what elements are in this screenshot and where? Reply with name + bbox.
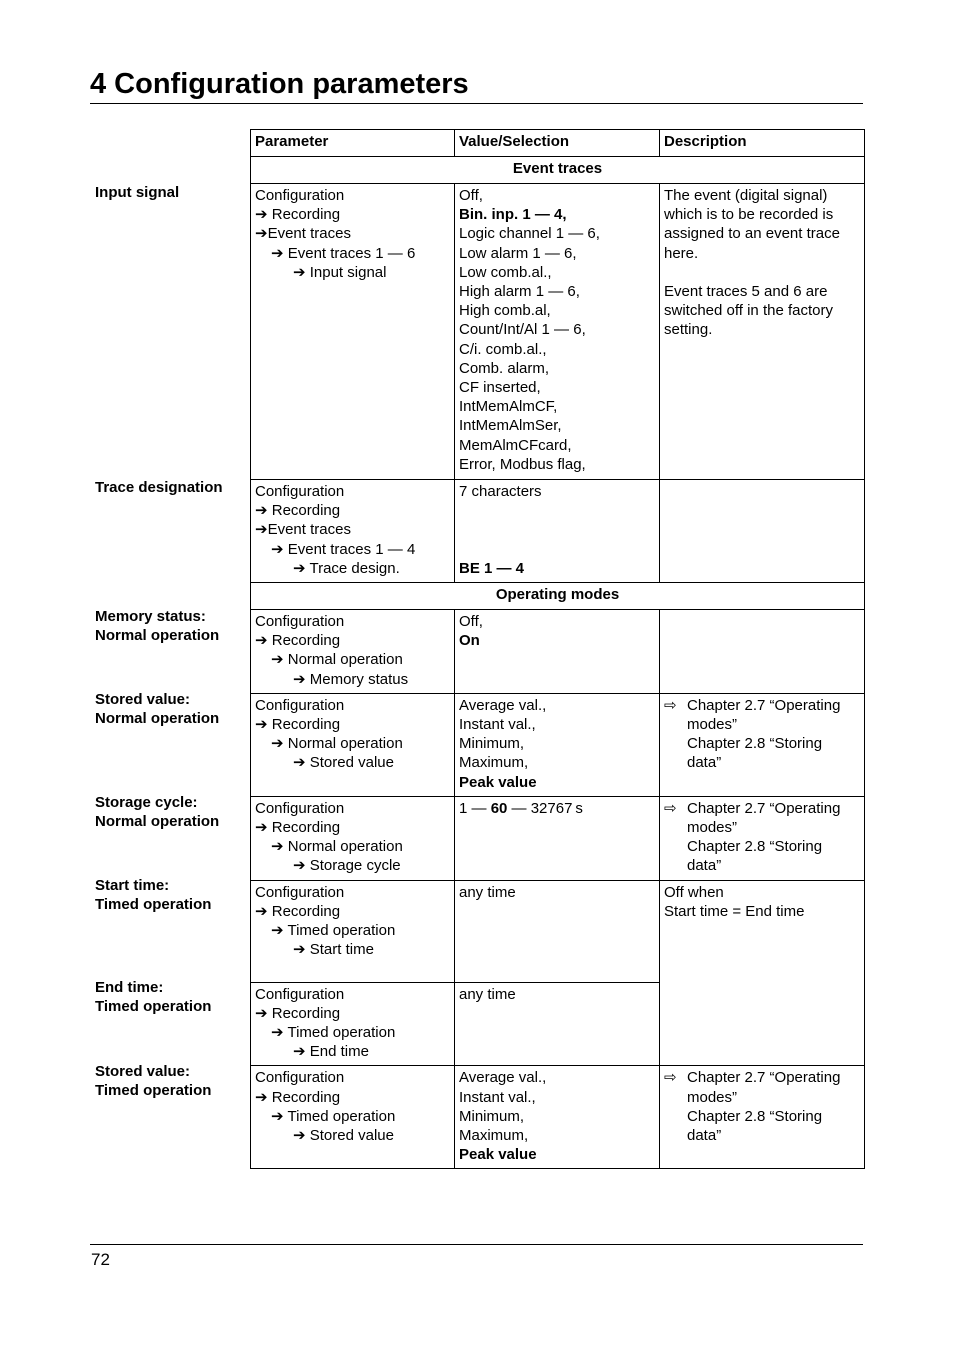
row-label-stored-value-normal: Stored value: Normal operation [95, 691, 220, 728]
param-line: ➔ Event traces 1 — 6 [271, 244, 416, 262]
page-number: 72 [91, 1250, 110, 1269]
param-line: ➔ Recording [255, 632, 341, 650]
desc-line: Chapter 2.8 “Storing [687, 1107, 823, 1125]
row-label-memory-status: Memory status: Normal operation [95, 608, 220, 645]
hollow-arrow-icon: ⇨ [664, 1069, 677, 1087]
spacer [664, 263, 860, 282]
desc-line: Start time = End time [664, 902, 805, 920]
param-line: ➔ Storage cycle [293, 857, 401, 875]
param-line: ➔ Normal operation [271, 651, 403, 669]
desc-line: data” [687, 1127, 722, 1145]
range-max: — 32767 s [507, 799, 583, 817]
table-row-memory-status [251, 610, 865, 694]
desc-line: assigned to an event trace [664, 225, 840, 243]
param-line: Configuration [255, 483, 345, 500]
page-title: 4 Configuration parameters [90, 68, 469, 100]
param-line: ➔ Input signal [293, 263, 387, 281]
value-list [455, 693, 660, 796]
param-line: ➔ Timed operation [271, 1024, 396, 1042]
param-line: ➔ Recording [255, 206, 341, 224]
value-range [459, 799, 655, 818]
description [660, 693, 865, 796]
desc-line: data” [687, 754, 722, 772]
config-table [250, 129, 865, 1169]
value-option: High comb.al, [459, 302, 551, 320]
desc-line: switched off in the factory [664, 302, 833, 320]
desc-line: here. [664, 244, 699, 262]
value-option: Instant val., [459, 1088, 536, 1106]
table-row-start-time [251, 880, 865, 982]
value-list [455, 610, 660, 694]
param-line: ➔ Recording [255, 1088, 341, 1106]
value-option: any time [459, 985, 516, 1003]
value-option: MemAlmCFcard, [459, 436, 572, 454]
cross-reference [664, 696, 860, 773]
param-line: Configuration [255, 883, 345, 901]
param-line: Configuration [255, 187, 345, 204]
value-option: Logic channel 1 — 6, [459, 225, 600, 243]
param-line: ➔ Timed operation [271, 1107, 396, 1125]
description [660, 1066, 865, 1169]
param-line: ➔ End time [293, 1043, 369, 1061]
desc-line: Chapter 2.7 “Operating [687, 696, 841, 714]
header-description: Description [660, 130, 865, 157]
description [660, 880, 865, 1066]
table-row-storage-cycle [251, 796, 865, 880]
desc-line: data” [687, 857, 722, 875]
param-line: ➔ Normal operation [271, 735, 403, 753]
param-path [251, 693, 455, 796]
param-line: ➔ Recording [255, 1004, 341, 1022]
row-label-stored-value-timed: Stored value: Timed operation [95, 1063, 212, 1100]
value-list [455, 1066, 660, 1169]
description [660, 480, 865, 583]
param-path [251, 880, 455, 982]
range-default: 60 [490, 799, 508, 817]
param-line: ➔ Recording [255, 716, 341, 734]
param-path [251, 1066, 455, 1169]
param-line: Configuration [255, 613, 345, 631]
row-label-end-time: End time: Timed operation [95, 979, 212, 1016]
param-line: ➔ Recording [255, 902, 341, 920]
param-line: ➔ Recording [255, 502, 341, 520]
param-line: ➔ Stored value [293, 1127, 394, 1145]
param-line: ➔ Start time [293, 941, 374, 959]
param-line: Configuration [255, 985, 345, 1003]
param-path [251, 184, 455, 480]
value-option: Off, [459, 187, 483, 204]
row-label-start-time: Start time: Timed operation [95, 877, 212, 914]
value-option: High alarm 1 — 6, [459, 283, 580, 301]
value-list [455, 982, 660, 1066]
spacer [459, 520, 655, 539]
value-option: 7 characters [459, 483, 542, 500]
value-list [455, 184, 660, 480]
row-label-input-signal: Input signal [95, 184, 180, 201]
section-operating-modes: Operating modes [251, 583, 865, 610]
value-list [455, 480, 660, 583]
desc-line: Chapter 2.7 “Operating [687, 1069, 841, 1087]
value-option-default: Peak value [459, 1146, 537, 1164]
param-path [251, 610, 455, 694]
param-line: Configuration [255, 1069, 345, 1087]
value-option: C/i. comb.al., [459, 340, 547, 358]
cross-reference [664, 799, 860, 876]
hollow-arrow-icon: ⇨ [664, 696, 677, 714]
value-option: any time [459, 883, 516, 901]
param-line: Configuration [255, 696, 345, 714]
cross-reference [664, 1068, 860, 1145]
param-line: ➔ Timed operation [271, 922, 396, 940]
value-option: IntMemAlmCF, [459, 398, 558, 416]
param-line: ➔Event traces [255, 521, 351, 539]
header-value-selection: Value/Selection [455, 130, 660, 157]
value-option: Error, Modbus flag, [459, 455, 586, 473]
value-option: Maximum, [459, 754, 529, 772]
description [660, 610, 865, 694]
param-line: ➔ Event traces 1 — 4 [271, 540, 416, 558]
description [660, 796, 865, 880]
footer-rule [90, 1244, 863, 1245]
spacer [459, 540, 655, 559]
desc-line: Chapter 2.8 “Storing [687, 735, 823, 753]
param-path [251, 796, 455, 880]
param-path [251, 982, 455, 1066]
table-row-stored-value-normal [251, 693, 865, 796]
value-option: CF inserted, [459, 379, 541, 397]
desc-line: modes” [687, 716, 738, 734]
hollow-arrow-icon: ⇨ [664, 799, 677, 817]
param-line: ➔ Trace design. [293, 559, 400, 577]
table-header-row [251, 130, 865, 157]
table-row-trace-designation [251, 480, 865, 583]
value-option: Low comb.al., [459, 263, 552, 281]
value-list [455, 880, 660, 982]
value-option: IntMemAlmSer, [459, 417, 562, 435]
param-line: ➔ Recording [255, 819, 341, 837]
section-row [251, 583, 865, 610]
value-list [455, 796, 660, 880]
param-path [251, 480, 455, 583]
table-row-input-signal [251, 184, 865, 480]
header-parameter: Parameter [251, 130, 455, 157]
value-option: Comb. alarm, [459, 359, 550, 377]
desc-line: setting. [664, 321, 713, 339]
value-option: Low alarm 1 — 6, [459, 244, 577, 262]
row-label-trace-designation: Trace designation [95, 479, 223, 496]
param-line: Configuration [255, 799, 345, 817]
desc-line: modes” [687, 1088, 738, 1106]
value-option-default: BE 1 — 4 [459, 559, 525, 577]
value-option: Off, [459, 613, 483, 631]
desc-line: Event traces 5 and 6 are [664, 283, 828, 300]
value-option-default: Bin. inp. 1 — 4, [459, 206, 567, 224]
section-event-traces: Event traces [251, 157, 865, 184]
desc-line: The event (digital signal) [664, 187, 828, 204]
value-option: Count/Int/Al 1 — 6, [459, 321, 586, 339]
value-option-default: Peak value [459, 773, 537, 791]
spacer [459, 501, 655, 520]
value-option: Instant val., [459, 716, 536, 734]
value-option: Maximum, [459, 1127, 529, 1145]
section-row [251, 157, 865, 184]
desc-line: Chapter 2.8 “Storing [687, 838, 823, 856]
param-line: ➔ Memory status [293, 670, 409, 688]
desc-line: Chapter 2.7 “Operating [687, 799, 841, 817]
desc-line: Off when [664, 883, 724, 901]
value-option-default: On [459, 632, 480, 650]
table-row-stored-value-timed [251, 1066, 865, 1169]
description [660, 184, 865, 480]
value-option: Average val., [459, 696, 547, 714]
param-line: ➔Event traces [255, 225, 351, 243]
range-min: 1 — [459, 799, 491, 817]
param-line: ➔ Normal operation [271, 838, 403, 856]
value-option: Minimum, [459, 1107, 525, 1125]
param-line: ➔ Stored value [293, 754, 394, 772]
value-option: Average val., [459, 1069, 547, 1087]
desc-line: which is to be recorded is [664, 206, 834, 224]
desc-line: modes” [687, 819, 738, 837]
row-label-storage-cycle: Storage cycle: Normal operation [95, 794, 220, 831]
value-option: Minimum, [459, 735, 525, 753]
title-rule [90, 103, 863, 104]
